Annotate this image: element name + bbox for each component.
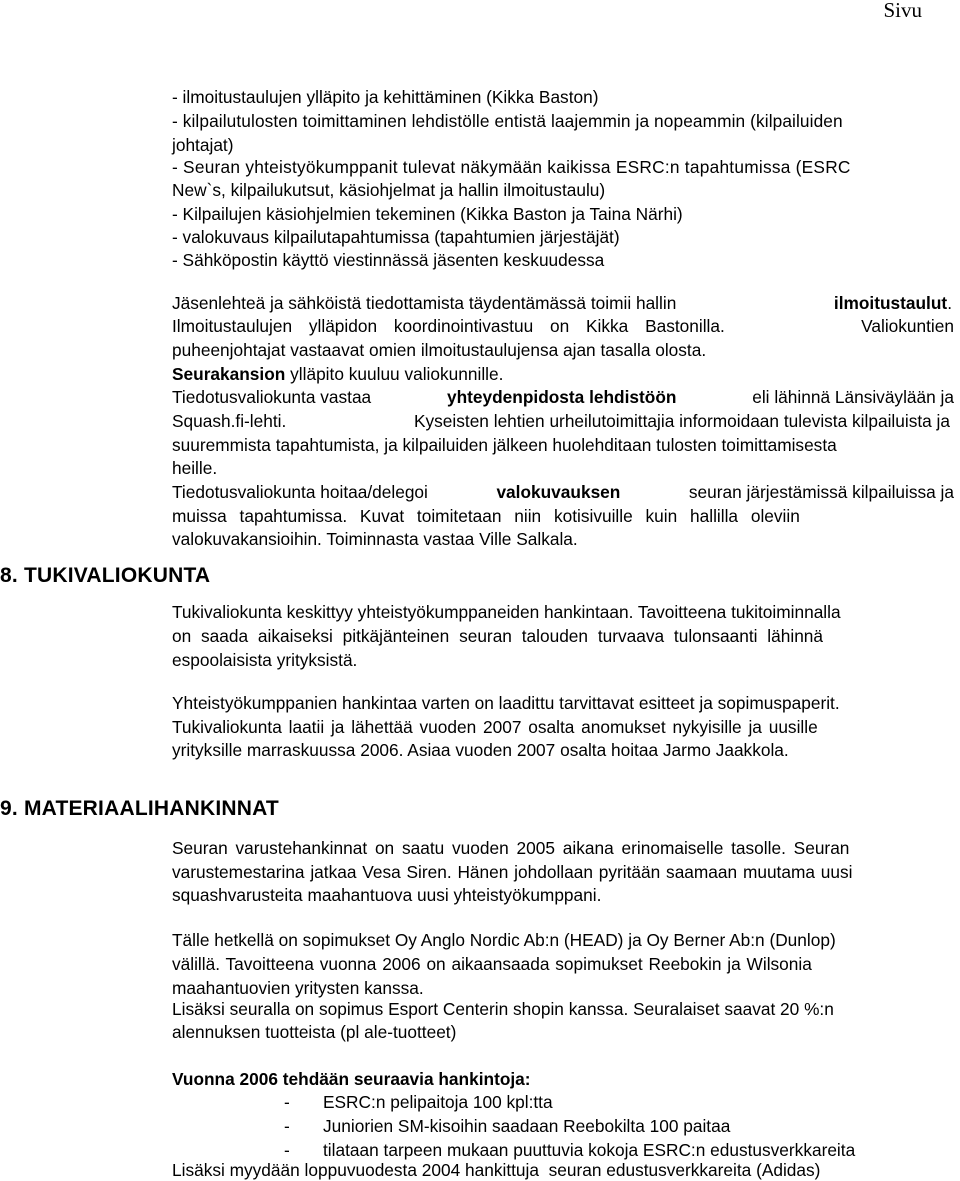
bold-term: ilmoitustaulut bbox=[833, 293, 948, 313]
list-item: New`s, kilpailukutsut, käsiohjelmat ja hallin ilmoitustaulu) bbox=[172, 180, 606, 200]
text-line bbox=[172, 482, 954, 502]
text-line: varustemestarina jatkaa Vesa Siren. Hänen johdollaan pyritään saamaan muutama uusi bbox=[172, 862, 853, 882]
section-heading: 8. TUKIVALIOKUNTA bbox=[0, 564, 211, 587]
list-item: - Sähköpostin käyttö viestinnässä jäsenten keskuudessa bbox=[172, 250, 605, 270]
text-line bbox=[172, 316, 954, 336]
list-item: - Seuran yhteistyökumppanit tulevat näkymään kaikissa ESRC:n tapahtumissa (ESRC bbox=[172, 157, 851, 177]
bold-term: valokuvauksen bbox=[496, 482, 621, 502]
text-segment: . bbox=[947, 293, 952, 313]
text-line: on saada aikaiseksi pitkäjänteinen seuran talouden turvaava tulonsaanti lähinnä bbox=[172, 626, 824, 646]
text-segment: Tiedotusvaliokunta hoitaa/delegoi bbox=[172, 482, 428, 502]
text-line: alennuksen tuotteista (pl ale-tuotteet) bbox=[172, 1022, 457, 1042]
list-dash: - bbox=[284, 1116, 290, 1136]
text-segment: Jäsenlehteä ja sähköistä tiedottamista täydentämässä toimii hallin bbox=[172, 293, 677, 313]
text-line: squashvarusteita maahantuova uusi yhteistyökumppani. bbox=[172, 885, 602, 905]
list-item: - ilmoitustaulujen ylläpito ja kehittäminen (Kikka Baston) bbox=[172, 87, 599, 107]
text-line: espoolaisista yrityksistä. bbox=[172, 650, 358, 670]
list-item: - Kilpailujen käsiohjelmien tekeminen (Kikka Baston ja Taina Närhi) bbox=[172, 204, 683, 224]
list-item: ESRC:n pelipaitoja 100 kpl:tta bbox=[323, 1092, 553, 1112]
list-dash: - bbox=[284, 1092, 290, 1112]
bold-term: yhteydenpidosta lehdistöön bbox=[446, 387, 677, 407]
text-line: Seuran varustehankinnat on saatu vuoden 2005 aikana erinomaiselle tasolle. Seuran bbox=[172, 838, 850, 858]
text-segment: Squash.fi-lehti. bbox=[172, 411, 287, 431]
list-item-text: - kilpailutulosten toimittaminen lehdistölle entistä laajemmin ja nopeammin (kilpailuiden bbox=[172, 111, 843, 131]
text-segment: Valiokuntien bbox=[861, 316, 954, 336]
list-item: johtajat) bbox=[172, 135, 234, 155]
text-segment: Ilmoitustaulujen ylläpidon koordinointivastuu on Kikka Bastonilla. bbox=[172, 316, 725, 336]
text-line: Tälle hetkellä on sopimukset Oy Anglo Nordic Ab:n (HEAD) ja Oy Berner Ab:n (Dunlop) bbox=[172, 930, 836, 950]
text-line: valokuvakansioihin. Toiminnasta vastaa Ville Salkala. bbox=[172, 529, 578, 549]
text-segment: Tiedotusvaliokunta vastaa bbox=[172, 387, 372, 407]
list-dash: - bbox=[284, 1140, 290, 1160]
text-line: suuremmista tapahtumista, ja kilpailuiden jälkeen huolehditaan tulosten toimittamisesta bbox=[172, 435, 837, 455]
text-segment: Kyseisten lehtien urheilutoimittajia informoidaan tulevista kilpailuista ja bbox=[414, 411, 950, 431]
text-line: Lisäksi seuralla on sopimus Esport Centerin shopin kanssa. Seuralaiset saavat 20 %:n bbox=[172, 999, 834, 1019]
purchases-heading: Vuonna 2006 tehdään seuraavia hankintoja: bbox=[172, 1069, 531, 1089]
text-line bbox=[172, 411, 959, 431]
list-item bbox=[172, 111, 959, 131]
text-line: yrityksille marraskuussa 2006. Asiaa vuoden 2007 osalta hoitaa Jarmo Jaakkola. bbox=[172, 740, 789, 760]
text-line: puheenjohtajat vastaavat omien ilmoitustaulujensa ajan tasalla olosta. bbox=[172, 340, 707, 360]
text-line: välillä. Tavoitteena vuonna 2006 on aikaansaada sopimukset Reebokin ja Wilsonia bbox=[172, 954, 812, 974]
text-segment: seuran järjestämissä kilpailuissa ja bbox=[688, 482, 954, 502]
text-line: maahantuovien yritysten kanssa. bbox=[172, 978, 424, 998]
text-line: muissa tapahtumissa. Kuvat toimitetaan niin kotisivuille kuin hallilla oleviin bbox=[172, 506, 800, 526]
text-segment: eli lähinnä Länsiväylään ja bbox=[752, 387, 954, 407]
text-segment: ylläpito kuuluu valiokunnille. bbox=[285, 364, 504, 384]
text-line bbox=[172, 293, 952, 313]
section-heading: 9. MATERIAALIHANKINNAT bbox=[0, 797, 279, 820]
text-segment bbox=[834, 293, 952, 313]
text-line bbox=[172, 387, 954, 407]
list-item: - valokuvaus kilpailutapahtumissa (tapahtumien järjestäjät) bbox=[172, 227, 620, 247]
text-line: Yhteistyökumppanien hankintaa varten on laadittu tarvittavat esitteet ja sopimuspaperit. bbox=[172, 693, 840, 713]
list-item: Juniorien SM-kisoihin saadaan Reebokilta 100 paitaa bbox=[323, 1116, 731, 1136]
text-line: Tukivaliokunta keskittyy yhteistyökumppaneiden hankintaan. Tavoitteena tukitoiminnalla bbox=[172, 602, 841, 622]
bold-term: Seurakansion bbox=[172, 364, 286, 384]
text-line bbox=[172, 364, 959, 384]
page-header: Sivu bbox=[883, 0, 922, 22]
text-line: heille. bbox=[172, 458, 218, 478]
text-line: Lisäksi myydään loppuvuodesta 2004 hankittuja seuran edustusverkkareita (Adidas) bbox=[172, 1160, 821, 1180]
list-item: tilataan tarpeen mukaan puuttuvia kokoja ESRC:n edustusverkkareita bbox=[323, 1140, 856, 1160]
text-line: Tukivaliokunta laatii ja lähettää vuoden 2007 osalta anomukset nykyisille ja uusille bbox=[172, 717, 818, 737]
